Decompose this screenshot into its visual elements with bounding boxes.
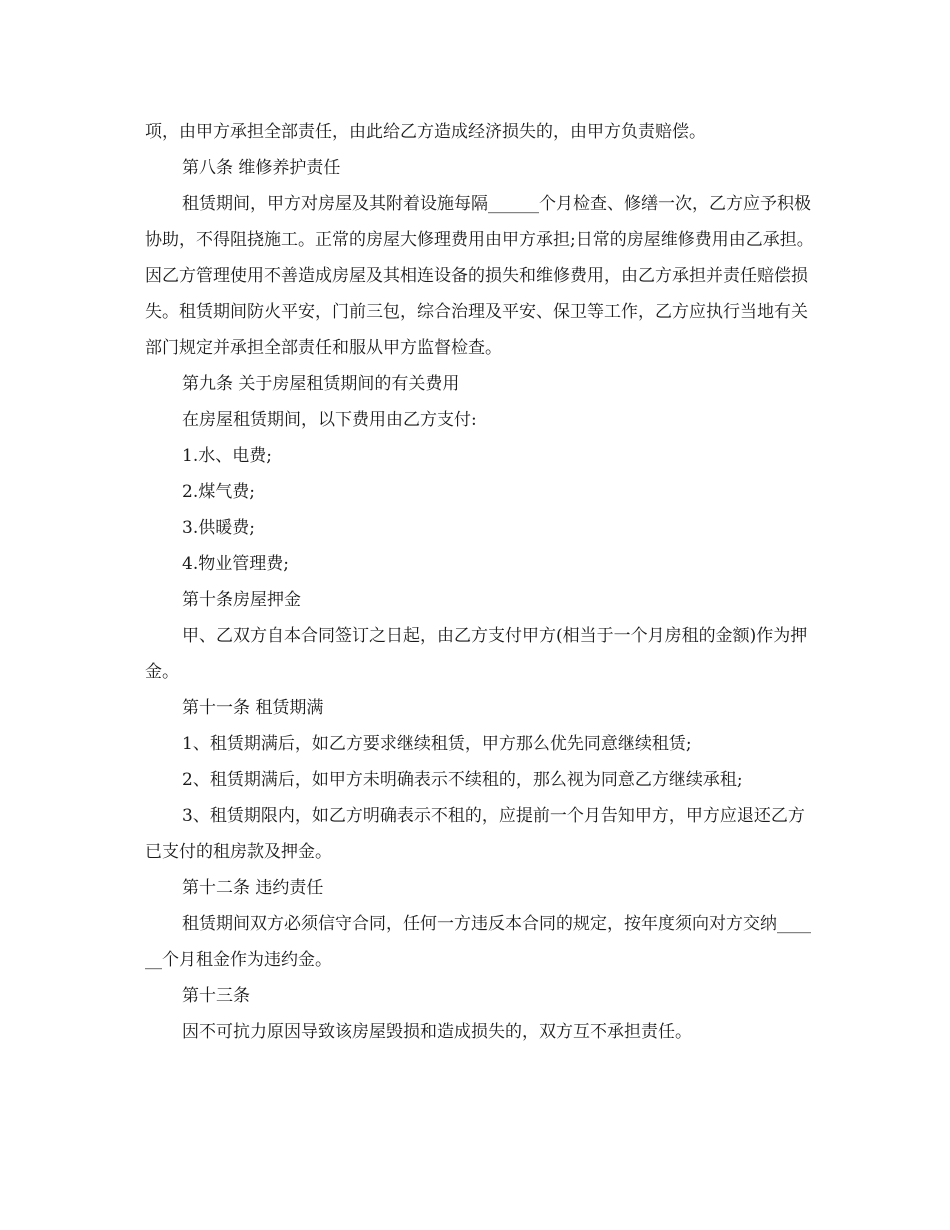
document-body: [145, 114, 815, 1050]
paragraph-deposit: 甲、乙双方自本合同签订之日起，由乙方支付甲方(相当于一个月房租的金额)作为押金。: [145, 626, 808, 682]
list-item-expiry-3: 3、租赁期限内，如乙方明确表示不租的，应提前一个月告知甲方，甲方应退还乙方已支付的租房款及押金。: [145, 806, 805, 862]
list-item-fee-3: 3.供暖费;: [182, 518, 255, 538]
heading-article-13: 第十三条: [182, 986, 250, 1006]
list-item-fee-1: 1.水、电费;: [182, 446, 272, 466]
paragraph-continuation: 项，由甲方承担全部责任，由此给乙方造成经济损失的，由甲方负责赔偿。: [145, 122, 706, 142]
heading-article-11: 第十一条 租赁期满: [182, 698, 324, 718]
paragraph-breach: 租赁期间双方必须信守合同，任何一方违反本合同的规定，按年度须向对方交纳______个月租金作为违约金。: [145, 914, 811, 970]
paragraph-maintenance: 租赁期间，甲方对房屋及其附着设施每隔______个月检查、修缮一次，乙方应予积极协助，不得阻挠施工。正常的房屋大修理费用由甲方承担;日常的房屋维修费用由乙承担。因乙方管理使用不善造成房屋及其相连设备的损失和维修费用，由乙方承担并责任赔偿损失。租赁期间防火平安，门前三包，综合治理及平安、保卫等工作，乙方应执行当地有关部门规定并承担全部责任和服从甲方监督检查。: [145, 194, 814, 358]
list-item-expiry-1: 1、租赁期满后，如乙方要求继续租赁，甲方那么优先同意继续租赁;: [182, 734, 692, 754]
heading-article-12: 第十二条 违约责任: [182, 878, 324, 898]
list-item-expiry-2: 2、租赁期满后，如甲方未明确表示不续租的，那么视为同意乙方继续承租;: [182, 770, 743, 790]
paragraph-force-majeure: 因不可抗力原因导致该房屋毁损和造成损失的，双方互不承担责任。: [182, 1022, 692, 1042]
paragraph-fees-intro: 在房屋租赁期间，以下费用由乙方支付:: [182, 410, 477, 430]
heading-article-10: 第十条房屋押金: [182, 590, 301, 610]
heading-article-8: 第八条 维修养护责任: [182, 158, 341, 178]
list-item-fee-2: 2.煤气费;: [182, 482, 255, 502]
heading-article-9: 第九条 关于房屋租赁期间的有关费用: [182, 374, 460, 394]
list-item-fee-4: 4.物业管理费;: [182, 554, 289, 574]
